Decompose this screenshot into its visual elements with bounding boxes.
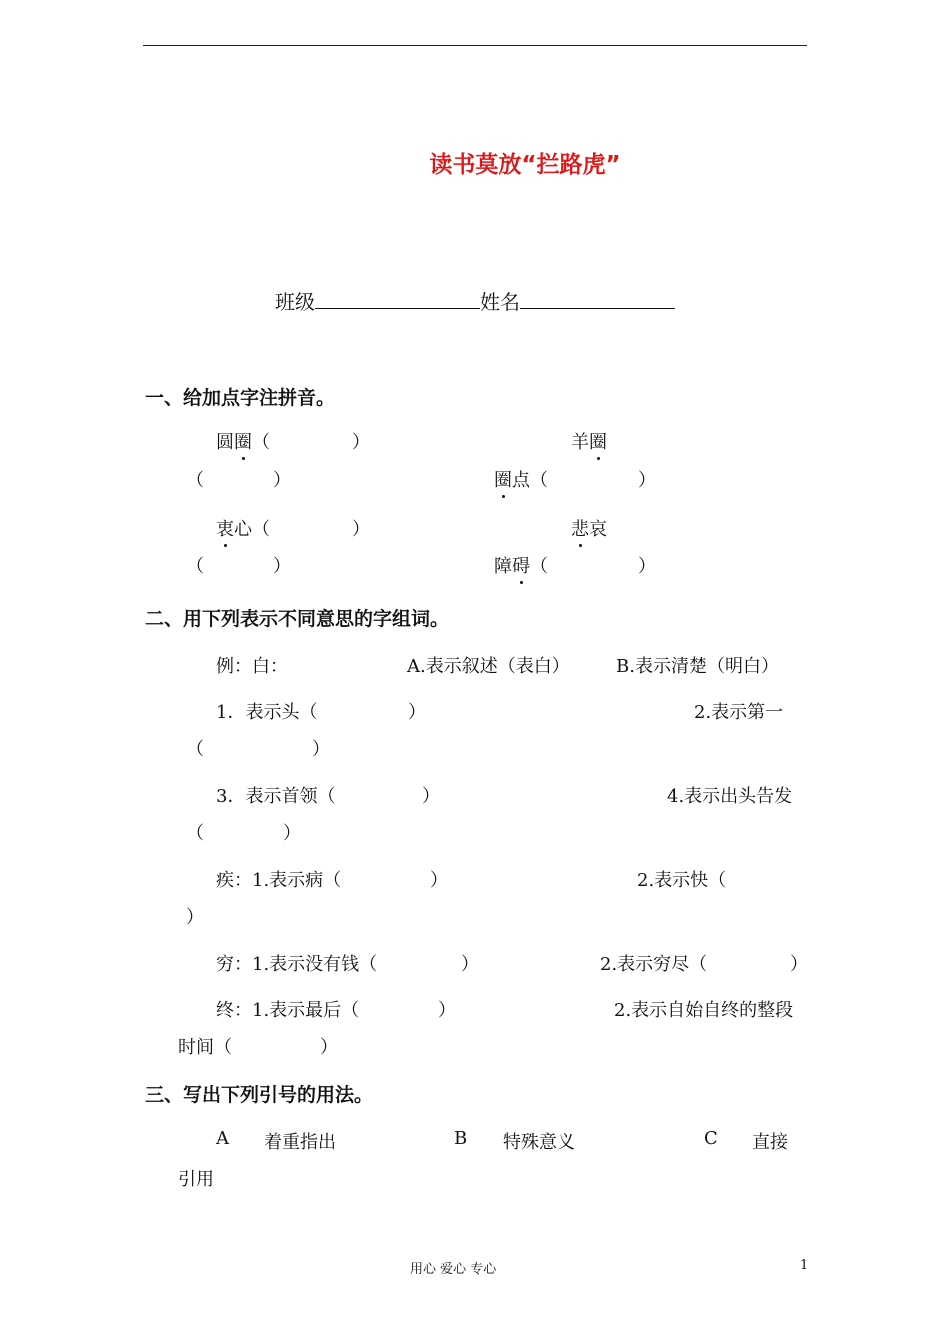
dotted-char: 圈: [494, 466, 512, 492]
s2-line: 2.表示第一: [694, 702, 784, 723]
s2-line: 3．表示首领（: [216, 786, 336, 807]
option-letter: C: [704, 1128, 718, 1149]
option-text: 直接: [752, 1132, 788, 1153]
s2-line: （: [186, 823, 204, 844]
s2-line: ）: [320, 1037, 338, 1058]
dotted-char: 衷: [216, 515, 234, 541]
info-line: [275, 286, 675, 315]
s2-line: 2.表示快（: [637, 870, 727, 891]
dotted-char: 悲: [571, 515, 589, 541]
section1-heading: 一、给加点字注拼音。: [145, 387, 336, 409]
example-b: B.表示清楚（明白）: [616, 656, 779, 677]
option-letter: B: [454, 1128, 468, 1149]
s2-line: ）: [430, 870, 448, 891]
s1-item-7-close: ）: [638, 556, 656, 577]
page-number: 1: [800, 1258, 809, 1273]
s2-line: ）: [408, 702, 426, 723]
s2-line: 终：1.表示最后（: [216, 1000, 360, 1021]
s1-item-7: 障碍（: [494, 552, 548, 578]
s1-item-1-close: ）: [352, 432, 370, 453]
dotted-char: 碍: [512, 552, 530, 578]
s2-line: ）: [283, 823, 301, 844]
header-rule: [143, 45, 807, 46]
s2-line: ）: [422, 786, 440, 807]
dotted-char: 圈: [589, 428, 607, 454]
footer-text: 用心 爱心 专心: [410, 1262, 497, 1277]
s1-item-3: 圈点（: [494, 466, 548, 492]
s2-line: ）: [186, 907, 204, 928]
s2-line: 4.表示出头告发: [667, 786, 793, 807]
s2-line: 1．表示头（: [216, 702, 318, 723]
s2-line: 2.表示穷尽（: [600, 954, 708, 975]
option-letter: A: [216, 1128, 229, 1149]
s2-line: ）: [461, 954, 479, 975]
s1-item-2-open: （: [186, 470, 204, 491]
name-blank[interactable]: [520, 288, 675, 309]
s2-line: ）: [438, 1000, 456, 1021]
s2-line: （: [186, 739, 204, 760]
section2-heading: 二、用下列表示不同意思的字组词。: [145, 608, 450, 630]
example-a: A.表示叙述（表白）: [407, 656, 570, 677]
s1-item-2-close: ）: [273, 470, 291, 491]
s2-line: 时间（: [178, 1037, 232, 1058]
s1-item-6-close: ）: [273, 556, 291, 577]
s1-item-5: 悲哀: [571, 515, 607, 541]
document-title: 读书莫放“拦路虎”: [429, 152, 621, 178]
s2-line: 穷：1.表示没有钱（: [216, 954, 378, 975]
name-label: 姓名: [480, 290, 520, 314]
dotted-char: 圈: [234, 428, 252, 454]
s1-item-2: 羊圈: [571, 428, 607, 454]
s2-line: 疾：1.表示病（: [216, 870, 342, 891]
class-label: 班级: [275, 290, 315, 314]
option-text: 着重指出: [264, 1132, 336, 1153]
s1-item-3-close: ）: [638, 470, 656, 491]
s2-line: 2.表示自始自终的整段: [614, 1000, 794, 1021]
option-text: 引用: [178, 1169, 214, 1190]
s1-item-6-open: （: [186, 556, 204, 577]
section3-heading: 三、写出下列引号的用法。: [145, 1084, 374, 1106]
option-text: 特殊意义: [503, 1132, 575, 1153]
s2-line: ）: [790, 954, 808, 975]
s1-item-1: 圆圈（: [216, 428, 270, 454]
s2-line: ）: [312, 739, 330, 760]
example-label: 例：白：: [216, 656, 288, 677]
s1-item-4-close: ）: [352, 519, 370, 540]
class-blank[interactable]: [315, 288, 480, 309]
s1-item-4: 衷心（: [216, 515, 270, 541]
